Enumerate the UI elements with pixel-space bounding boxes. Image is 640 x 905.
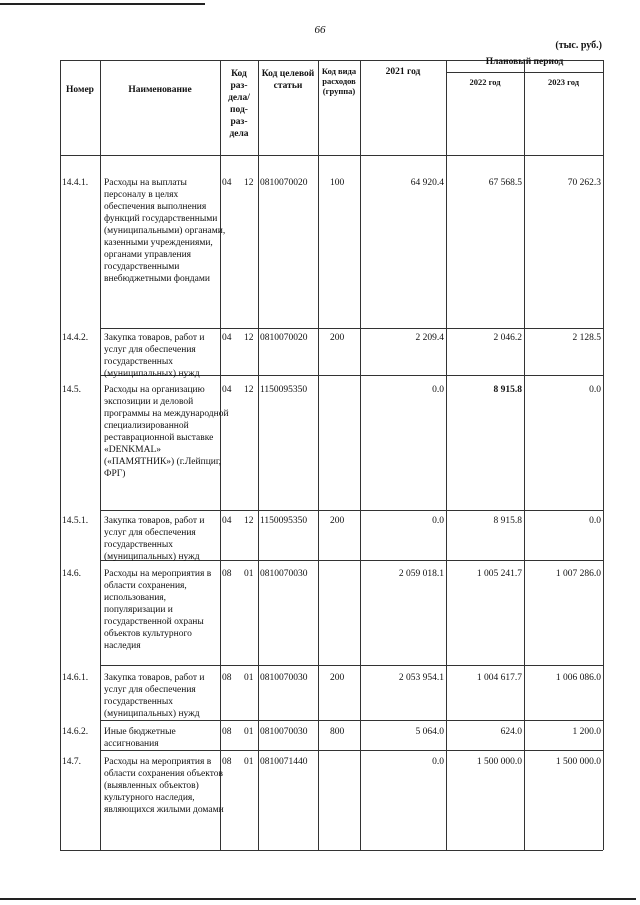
row-name: Расходы на выплаты персоналу в целях обеспечения выполнения функций государственными (муниципальными) органами, казенными учреждениями, органами управления государственными внебюджетными фондами bbox=[104, 178, 226, 284]
row-number: 14.5. bbox=[62, 385, 81, 395]
row-rz: 08 bbox=[222, 727, 232, 737]
row-pr: 12 bbox=[244, 516, 254, 526]
row-name: Расходы на мероприятия в области сохранения объектов (выявленных объектов) культурного наследия, являющихся жилыми домами bbox=[104, 757, 224, 815]
row-2022: 1 004 617.7 bbox=[476, 673, 522, 683]
row-number: 14.4.1. bbox=[62, 178, 89, 188]
row-name: Расходы на организацию экспозиции и деловой программы на международной специализированной реставрационной выставке «DENKMAL» («ПАМЯТНИК») (г.Лейпциг, ФРГ) bbox=[104, 385, 229, 479]
row-rz: 04 bbox=[222, 333, 232, 343]
row-number: 14.4.2. bbox=[62, 333, 89, 343]
row-2021: 0.0 bbox=[432, 757, 444, 767]
row-target: 0810070020 bbox=[260, 333, 308, 343]
row-number: 14.5.1. bbox=[62, 516, 89, 526]
row-2022: 67 568.5 bbox=[488, 178, 522, 188]
row-name: Расходы на мероприятия в области сохранения, использования, популяризации и государственной охраны объектов культурного наследия bbox=[104, 569, 212, 651]
units-label: (тыс. руб.) bbox=[555, 40, 602, 51]
row-vr: 100 bbox=[330, 178, 345, 188]
row-2021: 2 059 018.1 bbox=[398, 569, 444, 579]
row-2021: 5 064.0 bbox=[415, 727, 444, 737]
row-vr: 200 bbox=[330, 516, 345, 526]
row-target: 0810071440 bbox=[260, 757, 308, 767]
row-2022: 1 500 000.0 bbox=[476, 757, 522, 767]
row-2023: 70 262.3 bbox=[567, 178, 601, 188]
row-target: 1150095350 bbox=[260, 385, 308, 395]
row-2022: 624.0 bbox=[500, 727, 522, 737]
header-name: Наименование bbox=[128, 85, 192, 95]
row-2021: 2 053 954.1 bbox=[398, 673, 444, 683]
header-expense-code: Код вида расходов (группа) bbox=[321, 66, 357, 96]
row-2021: 2 209.4 bbox=[415, 333, 444, 343]
row-2023: 2 128.5 bbox=[572, 333, 601, 343]
row-2023: 0.0 bbox=[589, 385, 601, 395]
row-2021: 64 920.4 bbox=[410, 178, 444, 188]
row-2023: 1 500 000.0 bbox=[555, 757, 601, 767]
header-section-code: Код раз-дела/ под-раз-дела bbox=[228, 69, 250, 139]
row-target: 0810070030 bbox=[260, 569, 308, 579]
row-target: 0810070020 bbox=[260, 178, 308, 188]
row-rz: 08 bbox=[222, 757, 232, 767]
row-pr: 12 bbox=[244, 385, 254, 395]
row-vr: 800 bbox=[330, 727, 345, 737]
row-name: Закупка товаров, работ и услуг для обеспечения государственных (муниципальных) нужд bbox=[104, 516, 205, 562]
row-rz: 04 bbox=[222, 178, 232, 188]
row-name: Закупка товаров, работ и услуг для обеспечения государственных (муниципальных) нужд bbox=[104, 333, 205, 379]
row-2023: 1 006 086.0 bbox=[555, 673, 601, 683]
row-2022: 2 046.2 bbox=[493, 333, 522, 343]
row-2023: 1 200.0 bbox=[572, 727, 601, 737]
row-pr: 01 bbox=[244, 727, 254, 737]
row-2022: 8 915.8 bbox=[493, 385, 522, 395]
row-number: 14.6. bbox=[62, 569, 81, 579]
row-rz: 04 bbox=[222, 385, 232, 395]
header-number: Номер bbox=[66, 85, 94, 95]
row-pr: 01 bbox=[244, 757, 254, 767]
header-target-code: Код целевой статьи bbox=[261, 69, 315, 91]
row-vr: 200 bbox=[330, 673, 345, 683]
row-2021: 0.0 bbox=[432, 516, 444, 526]
row-target: 0810070030 bbox=[260, 727, 308, 737]
header-year-2021: 2021 год bbox=[385, 67, 421, 77]
row-number: 14.7. bbox=[62, 757, 81, 767]
row-2023: 0.0 bbox=[589, 516, 601, 526]
row-rz: 08 bbox=[222, 569, 232, 579]
header-year-2022: 2022 год bbox=[469, 77, 501, 87]
row-2021: 0.0 bbox=[432, 385, 444, 395]
row-target: 0810070030 bbox=[260, 673, 308, 683]
bottom-rule bbox=[0, 898, 636, 900]
row-pr: 01 bbox=[244, 569, 254, 579]
row-target: 1150095350 bbox=[260, 516, 308, 526]
row-pr: 01 bbox=[244, 673, 254, 683]
row-rz: 08 bbox=[222, 673, 232, 683]
row-number: 14.6.2. bbox=[62, 727, 89, 737]
row-rz: 04 bbox=[222, 516, 232, 526]
header-year-2023: 2023 год bbox=[547, 77, 580, 87]
row-name: Иные бюджетные ассигнования bbox=[104, 727, 176, 749]
row-name: Закупка товаров, работ и услуг для обеспечения государственных (муниципальных) нужд bbox=[104, 673, 205, 719]
row-2022: 8 915.8 bbox=[493, 516, 522, 526]
row-pr: 12 bbox=[244, 178, 254, 188]
page-number: 66 bbox=[314, 24, 326, 36]
header-planned-period: Плановый период bbox=[485, 57, 564, 67]
row-2023: 1 007 286.0 bbox=[555, 569, 601, 579]
row-number: 14.6.1. bbox=[62, 673, 89, 683]
row-vr: 200 bbox=[330, 333, 345, 343]
row-pr: 12 bbox=[244, 333, 254, 343]
row-2022: 1 005 241.7 bbox=[476, 569, 522, 579]
